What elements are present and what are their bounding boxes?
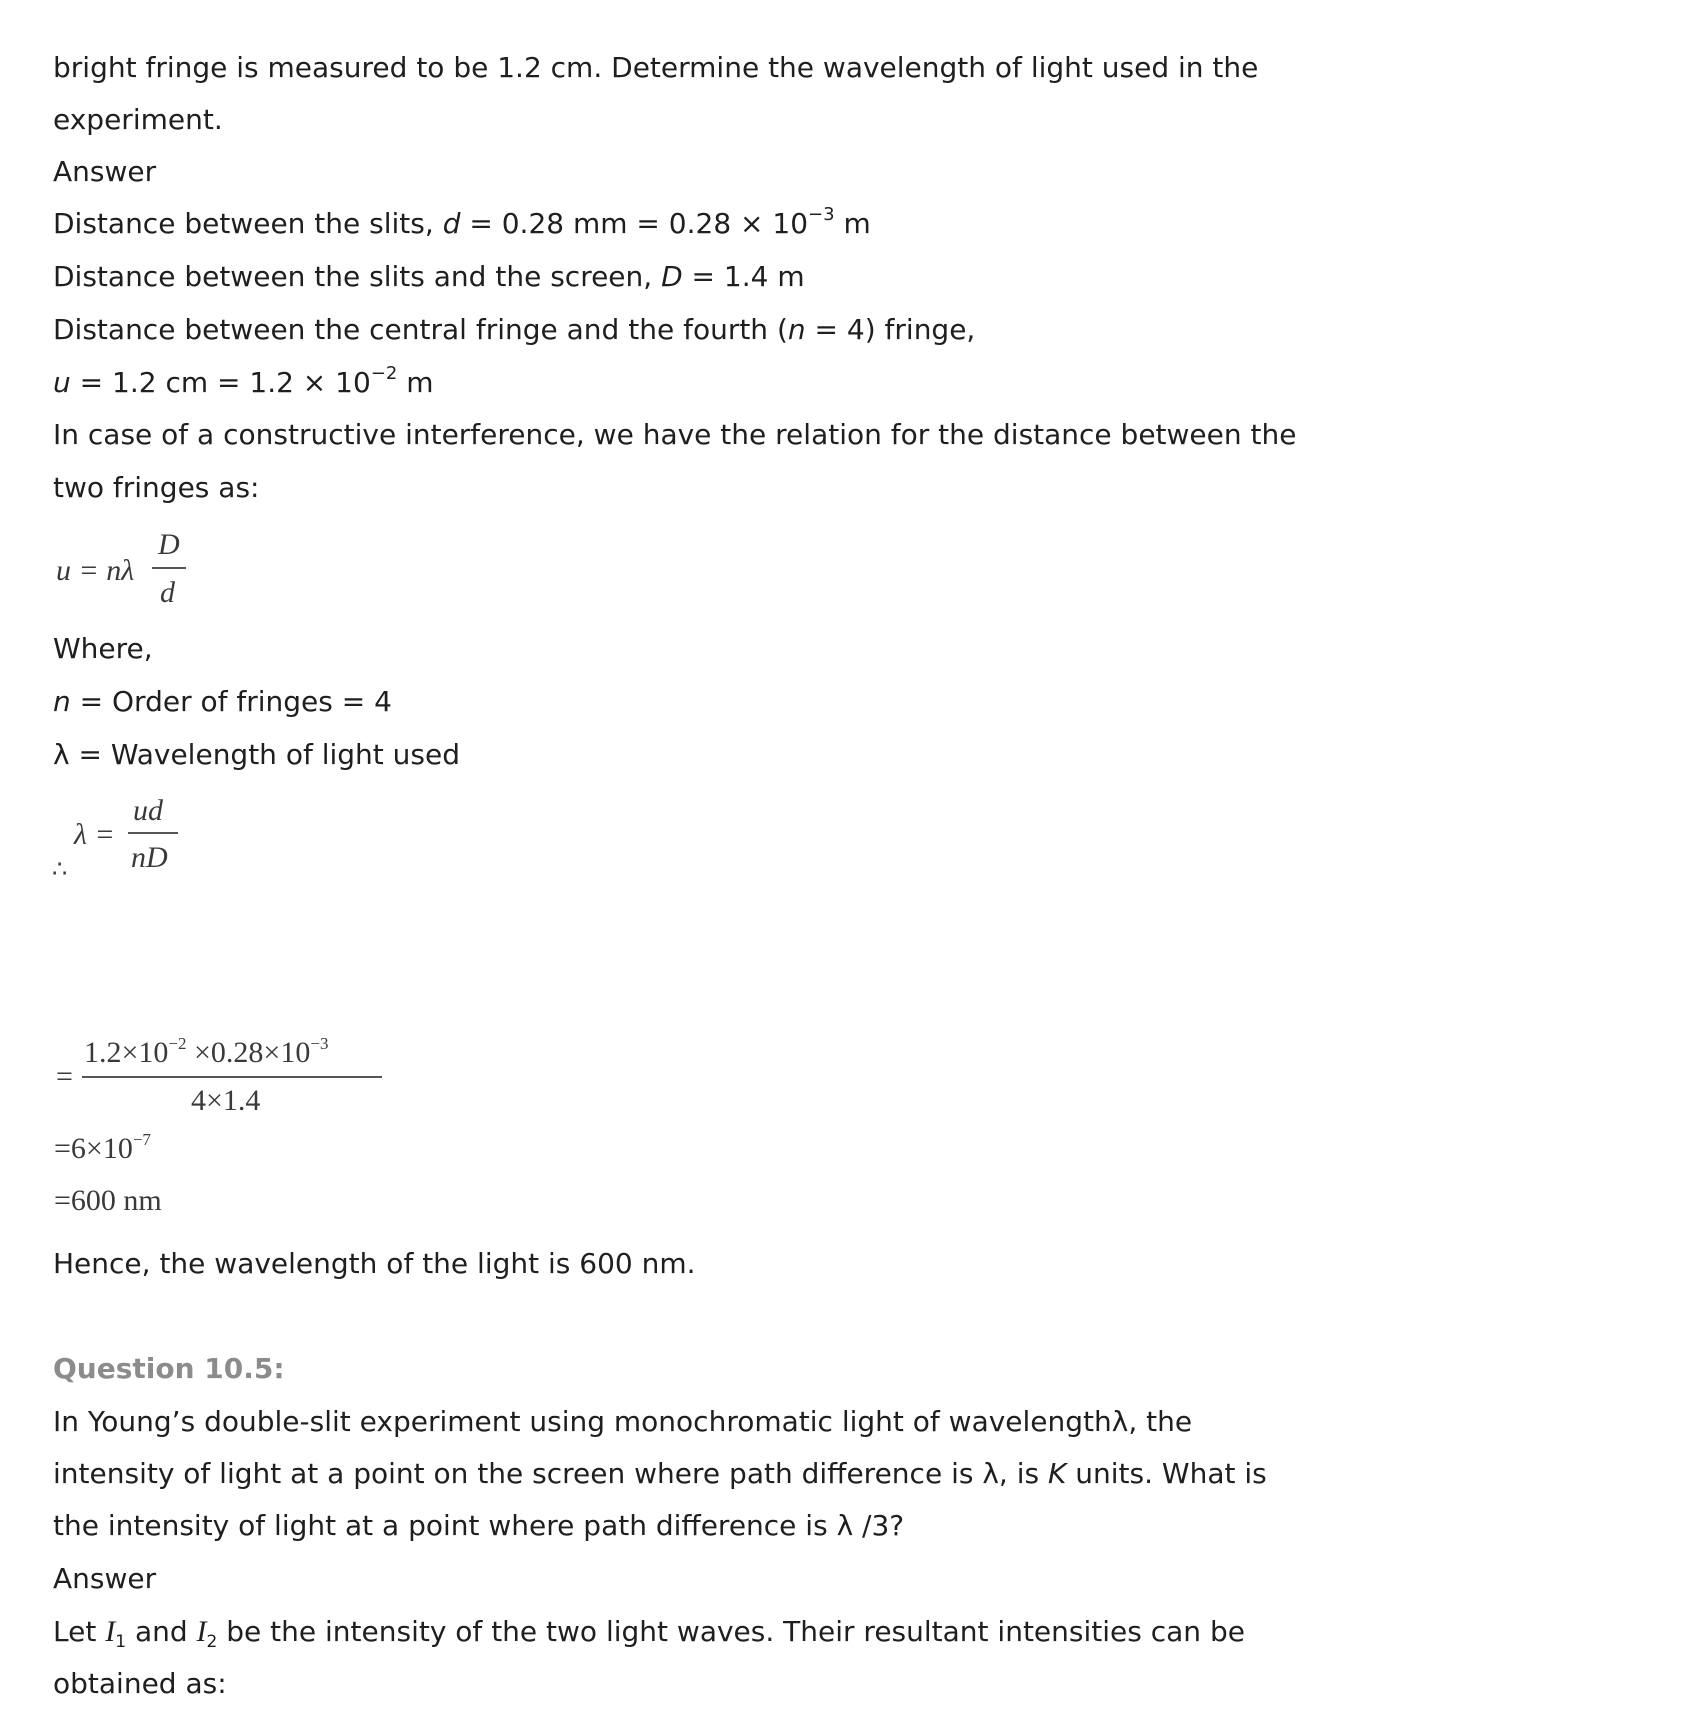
intensity-1-sub: 1 xyxy=(115,1632,127,1652)
conclusion-line: Hence, the wavelength of the light is 600 nm. xyxy=(53,1247,696,1280)
calc-fraction-bar xyxy=(82,1076,382,1078)
question-line-3: the intensity of light at a point where path difference is λ /3? xyxy=(53,1509,905,1542)
formula-lambda-lhs: λ = xyxy=(74,818,115,851)
slit-distance-line xyxy=(53,204,871,240)
calc-num-a-exp: −2 xyxy=(168,1034,187,1053)
fringe-distance-prefix: Distance between the central fringe and the fourth ( xyxy=(53,313,788,346)
slit-distance-prefix: Distance between the slits, xyxy=(53,207,443,240)
lambda-definition: λ = Wavelength of light used xyxy=(53,738,461,771)
calc-step3: =600 nm xyxy=(54,1184,162,1217)
u-value-var: u xyxy=(53,366,71,399)
calc-equals: = xyxy=(56,1060,73,1093)
calc-step2-value: =6×10 xyxy=(54,1132,133,1165)
intro-line-1: bright fringe is measured to be 1.2 cm. Determine the wavelength of light used in the xyxy=(53,51,1259,84)
n-def-var: n xyxy=(53,685,71,718)
formula-lambda-fraction-bar xyxy=(128,832,178,834)
intensity-1-symbol: I xyxy=(105,1615,116,1648)
answer2-let: Let xyxy=(53,1615,106,1648)
answer-label: Answer xyxy=(53,155,157,188)
answer2-rest: be the intensity of the two light waves. Their resultant intensities can be xyxy=(217,1615,1245,1648)
calc-num-b-exp: −3 xyxy=(310,1034,329,1053)
calc-num-a: 1.2×10 xyxy=(84,1036,169,1069)
answer2-and: and xyxy=(126,1615,197,1648)
fringe-distance-rest: = 4) fringe, xyxy=(805,313,976,346)
where-label: Where, xyxy=(53,632,153,665)
relation-line-2: two fringes as: xyxy=(53,471,260,504)
question-line-2-var: K xyxy=(1047,1457,1067,1490)
question-line-1: In Young’s double-slit experiment using monochromatic light of wavelengthλ, the xyxy=(53,1405,1193,1438)
answer2-line-2: obtained as: xyxy=(53,1667,227,1700)
u-value-unit: m xyxy=(397,366,434,399)
calc-step2-exp: −7 xyxy=(132,1130,151,1149)
n-definition xyxy=(53,685,392,718)
intensity-2-symbol: I xyxy=(196,1615,207,1648)
formula-u-numerator: D xyxy=(158,528,180,561)
u-value-mid: = 1.2 cm = 1.2 × 10 xyxy=(70,366,371,399)
n-def-rest: = Order of fringes = 4 xyxy=(70,685,392,718)
question-heading: Question 10.5: xyxy=(53,1352,285,1385)
screen-distance-prefix: Distance between the slits and the screen, xyxy=(53,260,662,293)
calc-denominator: 4×1.4 xyxy=(191,1084,261,1117)
intro-line-2: experiment. xyxy=(53,103,223,136)
formula-lambda-numerator: ud xyxy=(133,794,163,827)
slit-distance-exp: −3 xyxy=(808,204,835,225)
slit-distance-mid: = 0.28 mm = 0.28 × 10 xyxy=(460,207,809,240)
answer-label-2: Answer xyxy=(53,1562,157,1595)
calc-numerator xyxy=(84,1034,329,1069)
formula-lambda-denominator: nD xyxy=(131,841,168,874)
answer2-line-1 xyxy=(53,1615,1245,1652)
relation-line-1: In case of a constructive interference, we have the relation for the distance between the xyxy=(53,418,1297,451)
fringe-distance-var: n xyxy=(787,313,806,346)
u-value-exp: −2 xyxy=(370,363,398,384)
intensity-2-sub: 2 xyxy=(206,1632,218,1652)
fringe-distance-line xyxy=(53,313,976,346)
slit-distance-var: d xyxy=(442,207,461,240)
calc-num-b: ×0.28×10 xyxy=(186,1036,311,1069)
screen-distance-line xyxy=(53,260,805,293)
therefore-symbol: ∴ xyxy=(52,857,68,883)
formula-u-fraction-bar xyxy=(152,567,186,569)
calc-step2 xyxy=(54,1130,151,1165)
slit-distance-unit: m xyxy=(834,207,871,240)
u-value-line xyxy=(53,363,434,399)
formula-u-denominator: d xyxy=(160,576,175,609)
screen-distance-rest: = 1.4 m xyxy=(682,260,805,293)
screen-distance-var: D xyxy=(661,260,683,293)
formula-u-lhs: u = nλ xyxy=(56,554,135,587)
question-line-2-b: units. What is xyxy=(1066,1457,1267,1490)
question-line-2 xyxy=(53,1457,1267,1490)
question-line-2-a: intensity of light at a point on the screen where path difference is λ, is xyxy=(53,1457,1048,1490)
